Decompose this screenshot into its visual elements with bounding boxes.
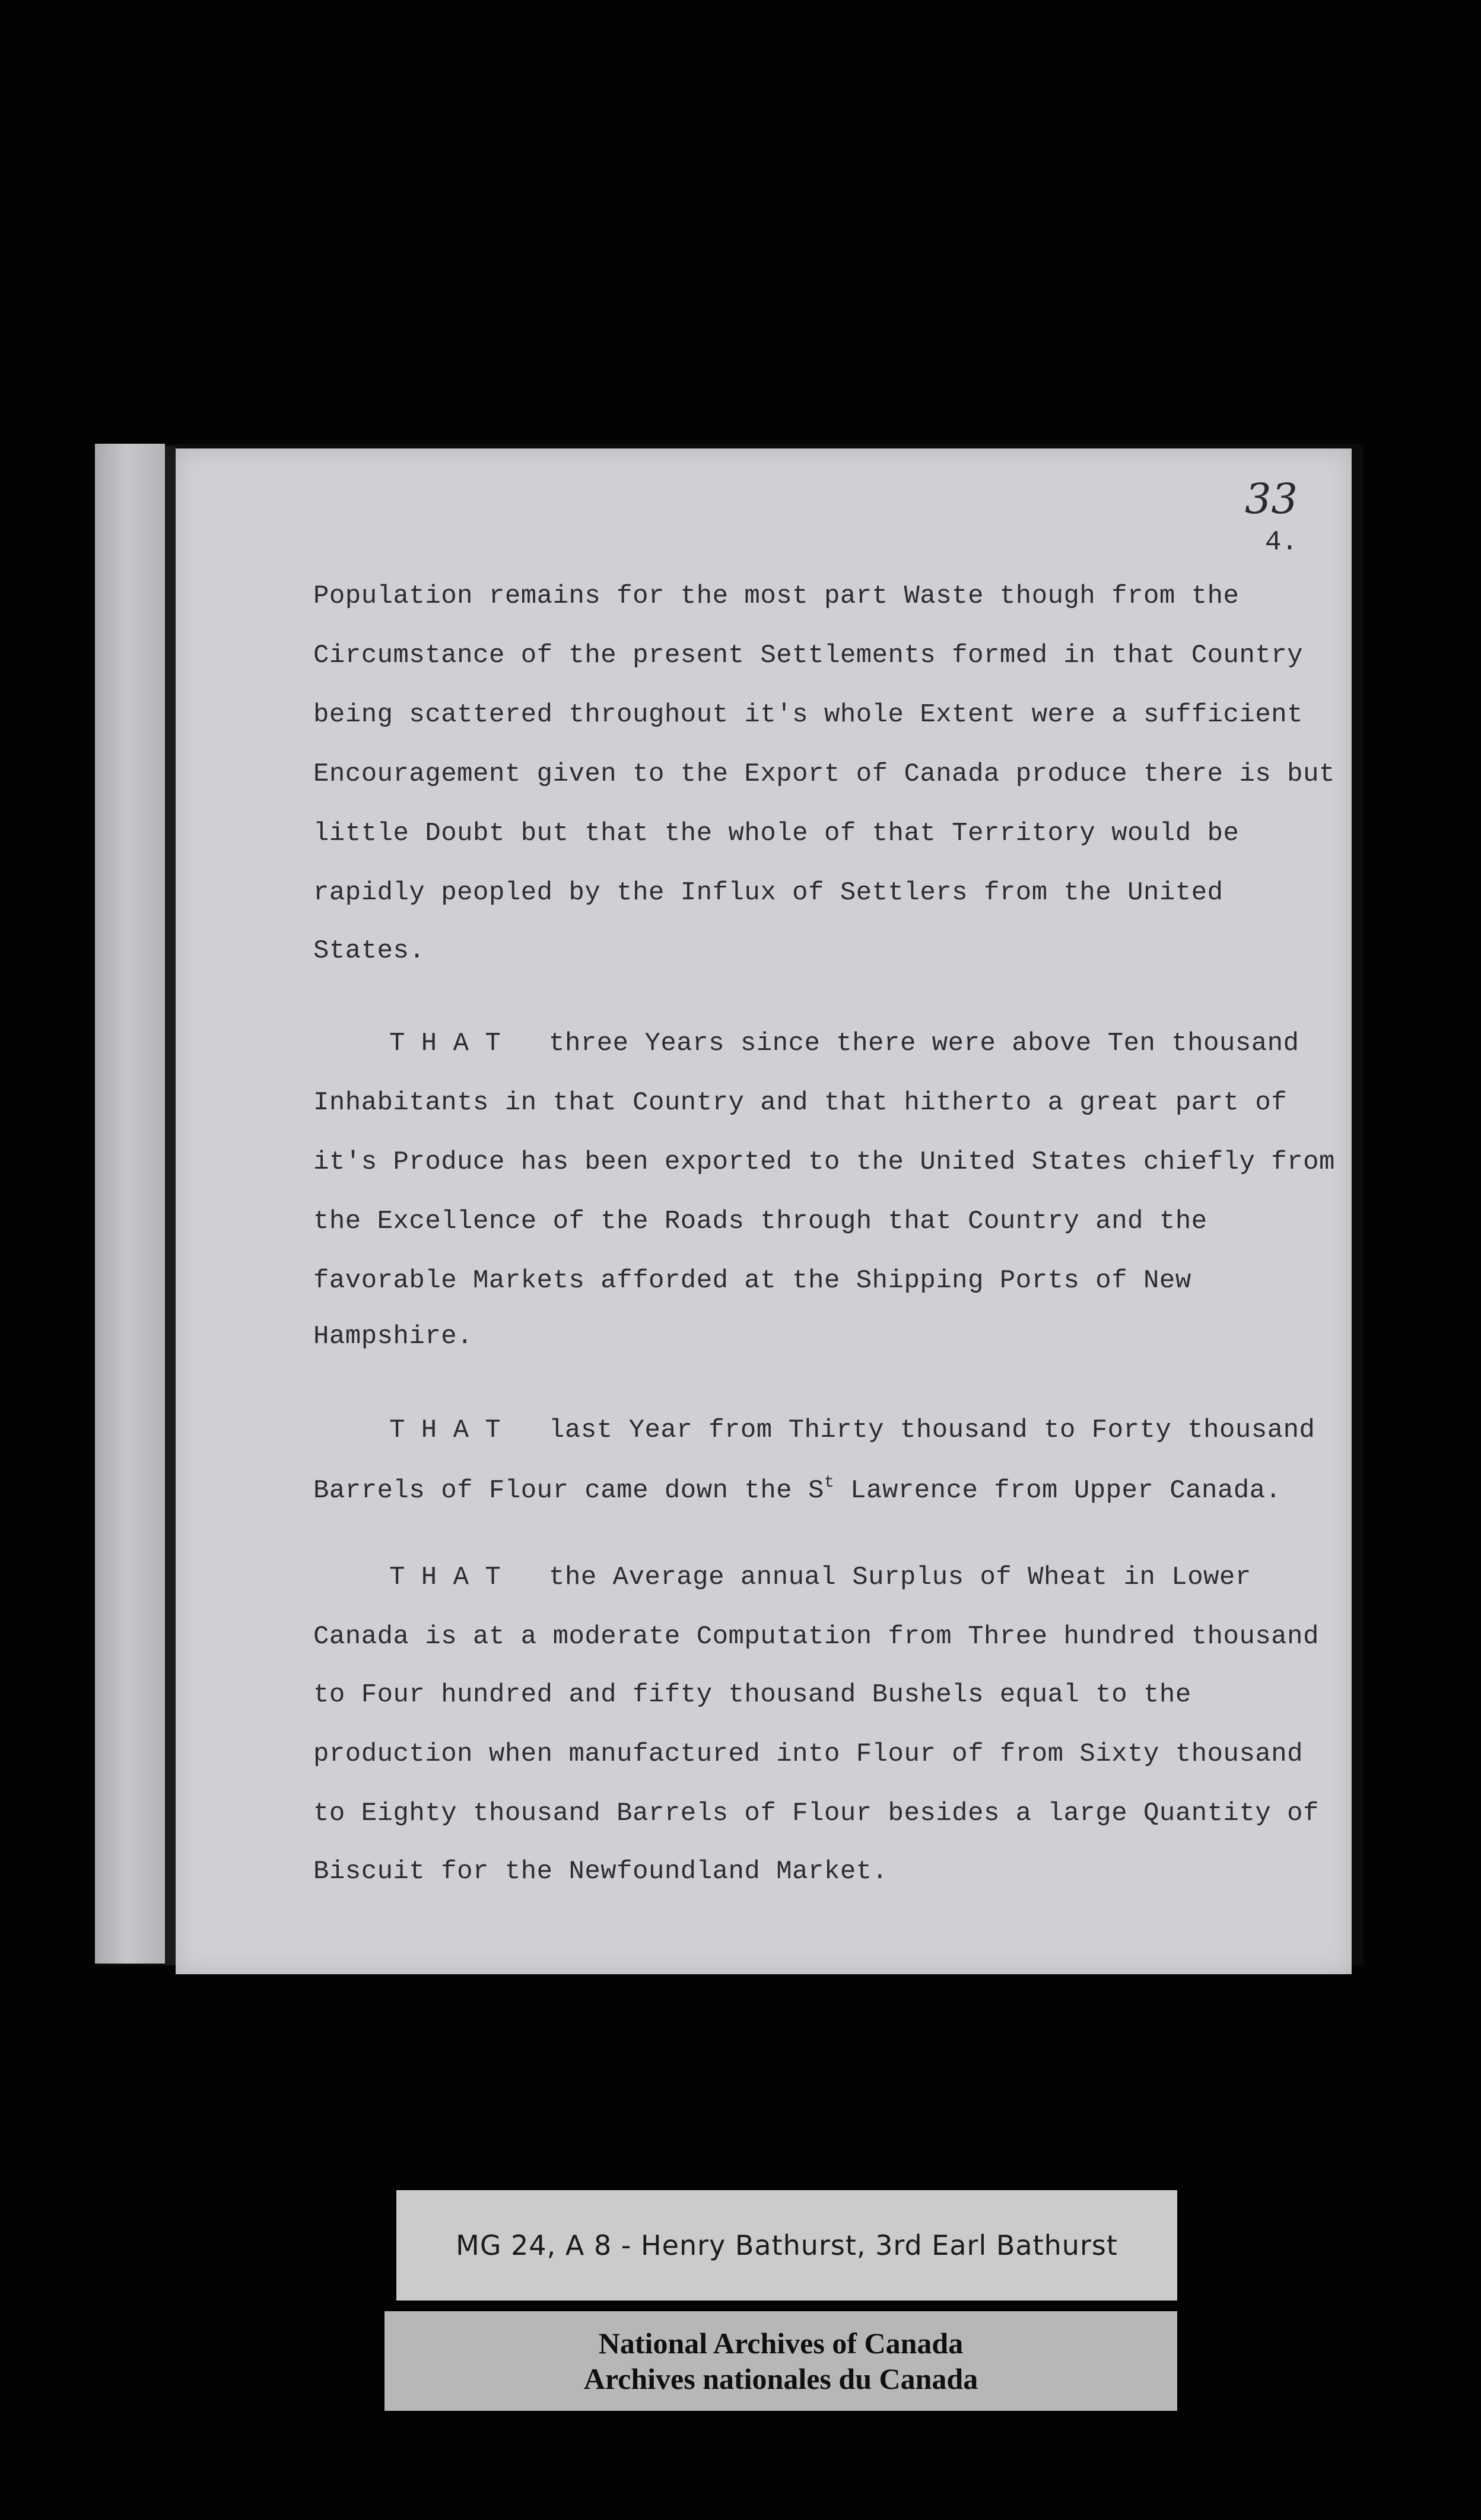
text-line: Biscuit for the Newfoundland Market. — [313, 1857, 888, 1886]
text-line: Circumstance of the present Settlements formed in that Country — [313, 641, 1304, 670]
page-number: 4. — [1265, 527, 1298, 558]
text-line: to Eighty thousand Barrels of Flour besides a large Quantity of — [313, 1799, 1319, 1828]
binding-edge — [165, 446, 177, 1965]
text-line: to Four hundred and fifty thousand Bushels equal to the — [313, 1680, 1191, 1710]
superscript-t: t — [824, 1474, 835, 1492]
text-line: T H A T three Years since there were above Ten thousand — [389, 1029, 1299, 1058]
reference-label — [396, 2190, 1177, 2301]
binding-strip — [95, 444, 165, 1964]
text-line: T H A T the Average annual Surplus of Wheat in Lower — [389, 1563, 1251, 1592]
text-fragment: Lawrence from Upper Canada. — [834, 1476, 1282, 1506]
text-line: Encouragement given to the Export of Canada produce there is but — [313, 759, 1335, 789]
text-line: it's Produce has been exported to the United States chiefly from — [313, 1147, 1335, 1177]
text-line: States. — [313, 936, 425, 966]
text-line: being scattered throughout it's whole Extent were a sufficient — [313, 700, 1304, 730]
text-line: Population remains for the most part Waste though from the — [313, 581, 1240, 611]
reference-text: MG 24, A 8 - Henry Bathurst, 3rd Earl Bathurst — [456, 2229, 1118, 2261]
archive-name-fr: Archives nationales du Canada — [583, 2362, 978, 2395]
text-line: Canada is at a moderate Computation from Three hundred thousand — [313, 1622, 1319, 1652]
text-line: little Doubt but that the whole of that Territory would be — [313, 819, 1240, 848]
archive-label — [384, 2311, 1177, 2411]
text-fragment: Barrels of Flour came down the S — [313, 1476, 824, 1506]
text-line — [313, 1474, 1282, 1506]
archive-name-en: National Archives of Canada — [598, 2327, 964, 2360]
text-line: the Excellence of the Roads through that Country and the — [313, 1207, 1207, 1236]
text-line: T H A T last Year from Thirty thousand to Forty thousand — [389, 1415, 1315, 1445]
text-line: Hampshire. — [313, 1322, 473, 1351]
text-line: rapidly peopled by the Influx of Settlers from the United — [313, 878, 1223, 908]
text-line: favorable Markets afforded at the Shipping Ports of New — [313, 1266, 1191, 1296]
folio-number: 33 — [1245, 475, 1298, 523]
text-line: Inhabitants in that Country and that hitherto a great part of — [313, 1088, 1288, 1118]
text-line: production when manufactured into Flour of from Sixty thousand — [313, 1739, 1304, 1769]
